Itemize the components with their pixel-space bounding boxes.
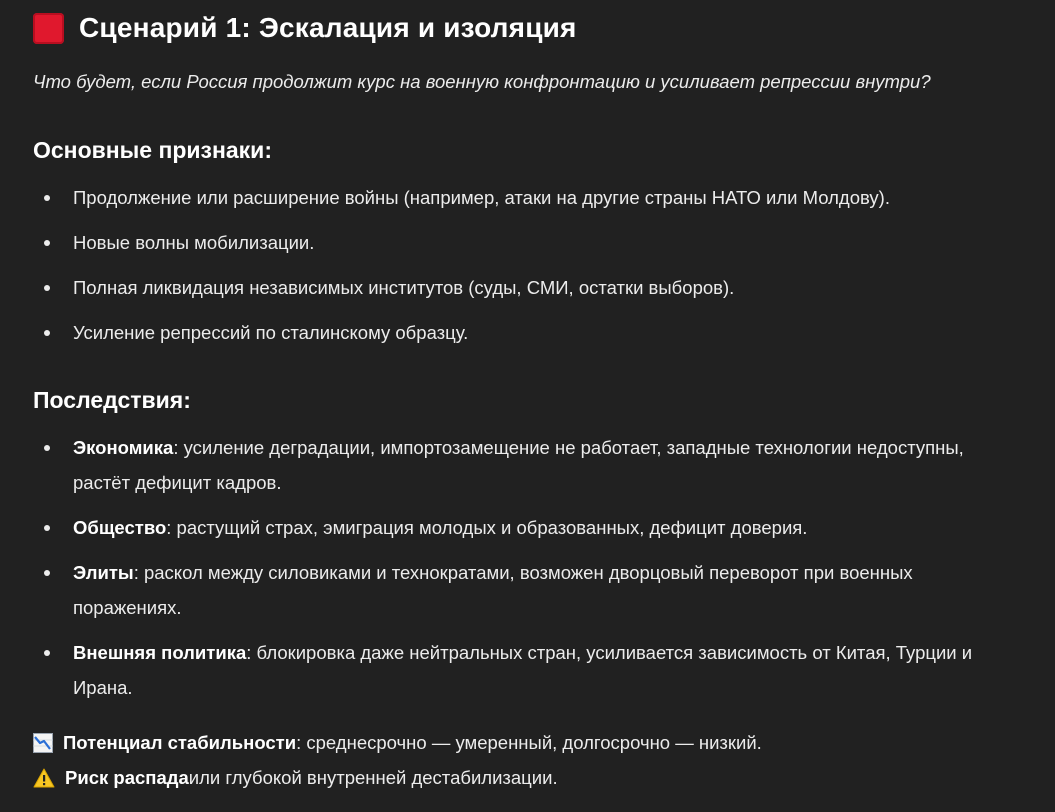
chart-decreasing-icon	[33, 733, 53, 753]
list-item: Элиты: раскол между силовиками и технократами, возможен дворцовый переворот при военных поражениях.	[33, 555, 993, 625]
scenario-question: Что будет, если Россия продолжит курс на военную конфронтацию и усиливает репрессии внутри?	[33, 71, 931, 92]
list-item: Экономика: усиление деградации, импортозамещение не работает, западные технологии недоступны, растёт дефицит кадров.	[33, 430, 993, 500]
risk-term: Риск распада	[65, 767, 189, 788]
consequences-heading: Последствия:	[33, 387, 191, 413]
scenario-title: Сценарий 1: Эскалация и изоляция	[79, 12, 577, 43]
item-term: Внешняя политика	[73, 642, 247, 663]
item-term: Экономика	[73, 437, 174, 458]
list-item: Полная ликвидация независимых институтов (суды, СМИ, остатки выборов).	[33, 270, 1023, 305]
consequences-list	[33, 430, 993, 705]
list-item: Внешняя политика: блокировка даже нейтральных стран, усиливается зависимость от Китая, Турции и Ирана.	[33, 635, 993, 705]
list-item: Усиление репрессий по сталинскому образцу.	[33, 315, 1023, 350]
list-item: Общество: растущий страх, эмиграция молодых и образованных, дефицит доверия.	[33, 510, 993, 545]
item-term: Элиты	[73, 562, 134, 583]
list-item: Новые волны мобилизации.	[33, 225, 1023, 260]
stability-term: Потенциал стабильности	[63, 732, 297, 753]
signs-heading: Основные признаки:	[33, 137, 272, 163]
risk-text: или глубокой внутренней дестабилизации.	[188, 767, 558, 788]
item-term: Общество	[73, 517, 167, 538]
stability-line	[33, 732, 762, 754]
scenario-heading	[33, 12, 577, 44]
list-item: Продолжение или расширение войны (например, атаки на другие страны НАТО или Молдову).	[33, 180, 1023, 215]
risk-line	[33, 767, 558, 789]
signs-list	[33, 180, 1023, 350]
red-square-icon	[33, 13, 64, 44]
warning-icon	[33, 768, 55, 788]
stability-text: : среднесрочно — умеренный, долгосрочно — низкий.	[296, 732, 762, 753]
